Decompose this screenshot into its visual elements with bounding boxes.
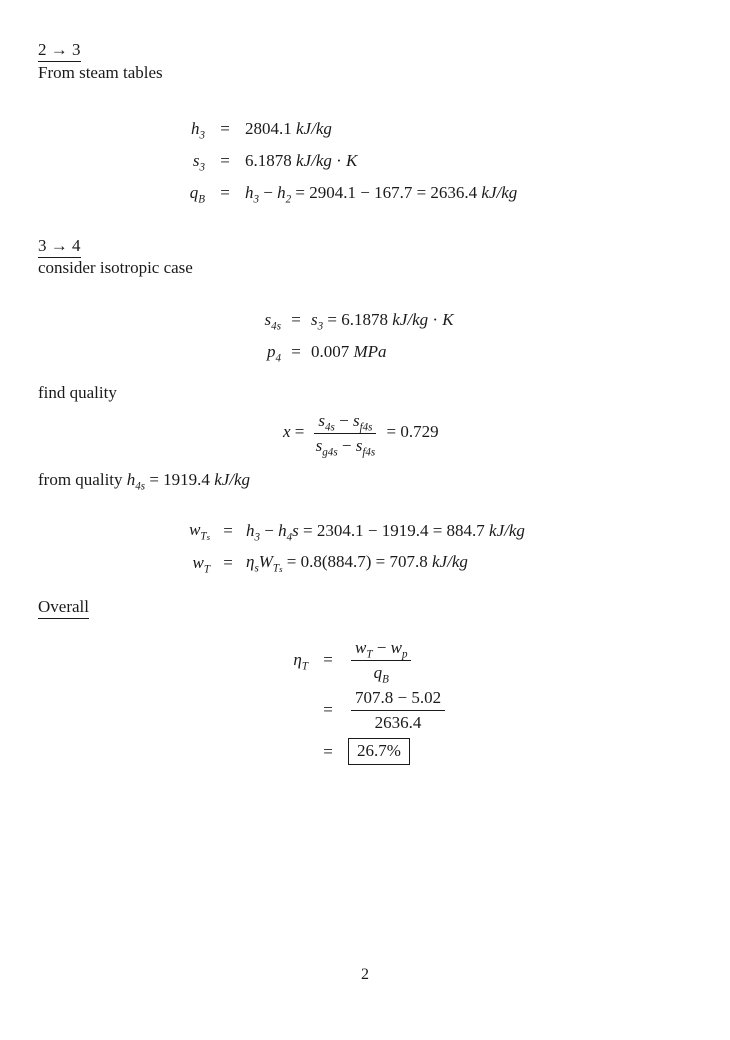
equation-block-isentropic-values	[245, 309, 454, 363]
math-token: 6.1878	[245, 151, 296, 170]
fraction	[312, 410, 380, 458]
equation-row	[266, 688, 448, 732]
math-token: s	[206, 531, 210, 542]
math-token: 2804.1	[245, 119, 296, 138]
math-token: kJ/kg	[432, 552, 468, 572]
math-token: = 2304.1 − 1919.4 = 884.7	[298, 521, 490, 540]
subscript: 3	[317, 320, 324, 333]
subscript: 4	[275, 352, 281, 365]
math-token: x	[283, 421, 291, 441]
equation-row	[165, 182, 517, 204]
math-token: w	[355, 638, 367, 657]
find-quality-label: find quality	[38, 383, 117, 402]
math-token: kJ/kg	[489, 521, 525, 540]
quality-equation	[283, 409, 439, 457]
math-token: kJ/kg	[481, 183, 518, 202]
math-token: kJ/kg	[296, 151, 332, 170]
fraction	[351, 688, 445, 732]
section-heading-3-4: 3 → 4	[38, 236, 81, 258]
math-token: s	[352, 410, 360, 430]
math-token: s	[318, 410, 326, 430]
math-token: h	[278, 521, 287, 540]
equation-rhs	[311, 310, 454, 333]
math-token: MPa	[353, 342, 387, 361]
math-token: kJ/kg	[214, 470, 251, 489]
equation-lhs	[165, 183, 205, 206]
subscript: 3	[199, 161, 205, 174]
equation-row	[168, 520, 525, 542]
subscript: B	[198, 193, 205, 206]
equation-lhs	[165, 151, 205, 174]
subscript: 4s	[135, 480, 146, 493]
section-heading-2-3: 2 → 3	[38, 40, 81, 62]
math-token: −	[259, 183, 278, 202]
page-number: 2	[361, 966, 369, 983]
math-token: from quality	[38, 470, 127, 489]
math-token: q	[373, 662, 383, 682]
math-token: −	[334, 410, 353, 430]
equation-row	[266, 638, 448, 685]
equals-sign: =	[223, 553, 233, 572]
math-token: −	[337, 435, 356, 455]
equation-row	[266, 738, 448, 765]
math-token: h	[245, 183, 254, 202]
math-token: = 0.8(884.7) = 707.8	[282, 552, 433, 572]
equals-sign: =	[291, 310, 301, 329]
math-token: h	[246, 521, 255, 540]
overall-heading: Overall	[38, 597, 89, 619]
equation-lhs	[245, 342, 281, 365]
equals-sign: =	[323, 700, 333, 720]
fraction	[351, 638, 411, 685]
math-token: η	[293, 650, 302, 670]
math-token: = 2904.1 − 167.7 = 2636.4	[291, 183, 482, 202]
equation-row	[165, 150, 517, 172]
equation-lhs	[168, 520, 210, 542]
equation-rhs	[246, 521, 525, 544]
equation-block-overall-efficiency	[266, 638, 448, 765]
math-token: = 1919.4	[145, 470, 215, 489]
fraction-denominator	[312, 434, 380, 456]
math-token: q	[189, 183, 199, 202]
equation-lhs	[165, 119, 205, 142]
equation-rhs	[245, 151, 357, 171]
subscript: B	[382, 672, 389, 685]
math-token: W	[258, 552, 273, 572]
fraction-numerator	[351, 688, 445, 711]
fraction-numerator	[351, 638, 411, 661]
subscript: 3	[254, 531, 261, 544]
subscript: 4s	[271, 320, 281, 333]
subscript: T	[203, 563, 210, 576]
math-token: −	[260, 521, 279, 540]
math-token: h	[190, 119, 200, 138]
math-token: =	[290, 421, 309, 441]
math-token: η	[246, 552, 255, 572]
equals-sign: =	[323, 741, 333, 761]
equation-row	[165, 118, 517, 140]
math-token: s	[264, 310, 272, 329]
math-token: w	[390, 638, 402, 657]
math-token: = 6.1878	[323, 310, 393, 329]
math-token: s	[292, 521, 299, 540]
subscript: T	[272, 562, 280, 575]
math-token: K	[346, 151, 358, 170]
math-token: ·	[331, 151, 347, 170]
equals-sign: =	[291, 342, 301, 361]
equation-rhs	[246, 552, 468, 574]
from-quality-line	[38, 470, 251, 493]
equals-sign: =	[223, 521, 233, 540]
subscript: T	[200, 530, 207, 543]
equation-rhs	[348, 638, 414, 685]
equation-block-turbine-work	[168, 520, 525, 574]
equation-rhs	[311, 342, 387, 362]
subscript: T	[366, 648, 373, 661]
math-token: w	[192, 553, 204, 572]
fraction-denominator	[371, 711, 426, 733]
equals-sign: =	[323, 650, 333, 670]
math-token: kJ/kg	[296, 119, 332, 138]
math-token: w	[189, 520, 201, 540]
equation-lhs	[245, 310, 281, 333]
math-token: 0.007	[311, 342, 354, 361]
math-token: 2636.4	[374, 712, 422, 732]
subscript: f4s	[359, 421, 373, 434]
math-token: −	[372, 638, 391, 657]
fraction-denominator	[370, 661, 393, 683]
section-subtext-consider-isotropic-case: consider isotropic case	[38, 258, 193, 277]
math-token: p	[266, 342, 276, 361]
fraction-numerator	[314, 411, 376, 434]
equals-sign: =	[220, 183, 230, 202]
math-token: s	[315, 435, 323, 455]
math-token: K	[442, 310, 454, 329]
equation-rhs	[245, 183, 518, 206]
math-token: h	[277, 183, 286, 202]
subscript: 2	[285, 193, 292, 206]
math-token: h	[126, 470, 136, 489]
subscript: f4s	[362, 445, 376, 458]
quality-equation-content	[283, 410, 439, 458]
math-token: = 0.729	[382, 421, 439, 441]
section-subtext-from-steam-tables: From steam tables	[38, 63, 163, 82]
subscript: 3	[253, 193, 260, 206]
equation-rhs	[348, 688, 448, 732]
math-token: s	[311, 310, 318, 329]
equals-sign: =	[220, 151, 230, 170]
subscript: 3	[199, 129, 205, 142]
equation-row	[168, 552, 525, 574]
math-token: s	[192, 151, 200, 170]
subscript: T	[301, 660, 308, 673]
equation-row	[245, 309, 454, 331]
equation-lhs	[168, 553, 210, 576]
equation-lhs	[266, 650, 308, 673]
subscript: g4s	[322, 445, 338, 458]
math-token: ·	[428, 310, 443, 329]
subscript: s	[254, 562, 259, 575]
math-token: kJ/kg	[392, 310, 429, 329]
math-token: 26.7%	[357, 741, 401, 761]
math-token: s	[355, 435, 363, 455]
boxed-result	[348, 738, 410, 765]
equals-sign: =	[220, 119, 230, 138]
subscript: 4	[286, 531, 293, 544]
math-token: 707.8 − 5.02	[355, 688, 442, 708]
subscript: 4s	[325, 421, 335, 434]
equation-block-steam-table-values	[165, 118, 517, 204]
math-token: s	[279, 563, 283, 574]
equation-rhs	[245, 119, 332, 139]
equation-row	[245, 341, 454, 363]
subscript: p	[401, 648, 408, 661]
equation-rhs	[348, 738, 410, 765]
